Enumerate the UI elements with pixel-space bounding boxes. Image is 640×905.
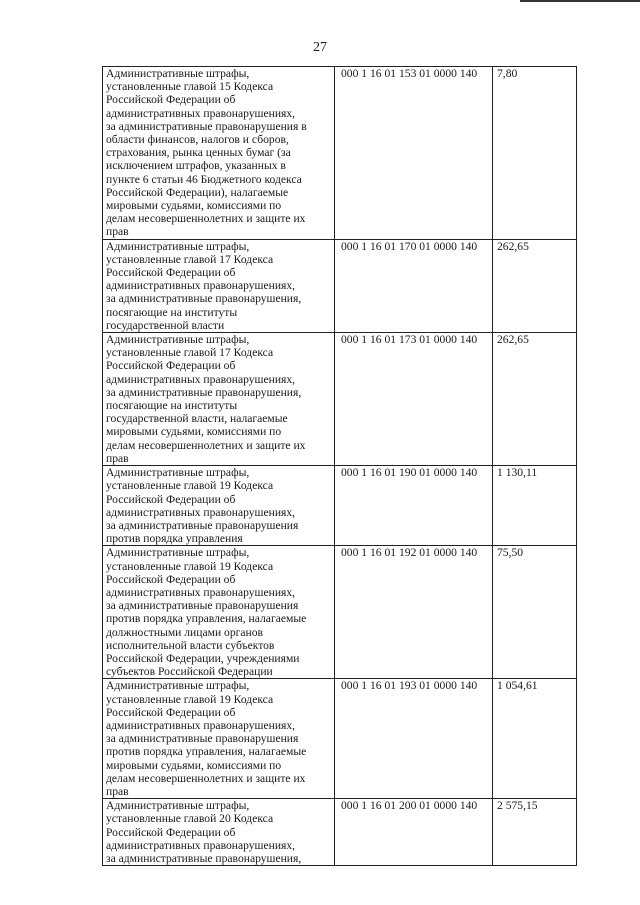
row-budget-code: 000 1 16 01 153 01 0000 140 [335, 67, 493, 240]
row-description: Административные штрафы, установленные главой 15 Кодекса Российской Федерации об административных правонарушениях, за административные правонарушения в области финансов, налогов и сборов, страхования, рынка ценных бумаг (за исключением штрафов, указанных в пункте 6 статьи 46 Бюджетного кодекса Российской Федерации), налагаемые мировыми судьями, комиссиями по делам несовершеннолетних и защите их прав [103, 67, 335, 240]
row-description: Административные штрафы, установленные главой 19 Кодекса Российской Федерации об административных правонарушениях, за административные правонарушения против порядка управления, налагаемые должностными лицами органов исполнительной власти субъектов Российской Федерации, учреждениями субъектов Российской Федерации [103, 546, 335, 679]
table-row [103, 546, 577, 679]
row-budget-code: 000 1 16 01 200 01 0000 140 [335, 799, 493, 866]
row-amount: 75,50 [493, 546, 577, 679]
row-budget-code: 000 1 16 01 170 01 0000 140 [335, 239, 493, 332]
row-budget-code: 000 1 16 01 193 01 0000 140 [335, 679, 493, 799]
row-description: Административные штрафы, установленные главой 19 Кодекса Российской Федерации об административных правонарушениях, за административные правонарушения против порядка управления, налагаемые мировыми судьями, комиссиями по делам несовершеннолетних и защите их прав [103, 679, 335, 799]
budget-table [102, 66, 577, 866]
table-row [103, 333, 577, 466]
table-row [103, 67, 577, 240]
table-row [103, 799, 577, 866]
table-row [103, 679, 577, 799]
row-budget-code: 000 1 16 01 192 01 0000 140 [335, 546, 493, 679]
row-amount: 262,65 [493, 333, 577, 466]
row-description: Административные штрафы, установленные главой 17 Кодекса Российской Федерации об административных правонарушениях, за административные правонарушения, посягающие на институты государственной власти, налагаемые мировыми судьями, комиссиями по делам несовершеннолетних и защите их прав [103, 333, 335, 466]
row-budget-code: 000 1 16 01 190 01 0000 140 [335, 466, 493, 546]
row-amount: 2 575,15 [493, 799, 577, 866]
page-number: 27 [313, 40, 327, 55]
row-description: Административные штрафы, установленные главой 17 Кодекса Российской Федерации об административных правонарушениях, за административные правонарушения, посягающие на институты государственной власти [103, 239, 335, 332]
row-amount: 7,80 [493, 67, 577, 240]
row-amount: 1 130,11 [493, 466, 577, 546]
row-amount: 1 054,61 [493, 679, 577, 799]
row-description: Административные штрафы, установленные главой 19 Кодекса Российской Федерации об административных правонарушениях, за административные правонарушения против порядка управления [103, 466, 335, 546]
row-amount: 262,65 [493, 239, 577, 332]
scan-edge-mark [520, 0, 640, 2]
row-budget-code: 000 1 16 01 173 01 0000 140 [335, 333, 493, 466]
table-row [103, 239, 577, 332]
row-description: Административные штрафы, установленные главой 20 Кодекса Российской Федерации об административных правонарушениях, за административные правонарушения, [103, 799, 335, 866]
table-row [103, 466, 577, 546]
